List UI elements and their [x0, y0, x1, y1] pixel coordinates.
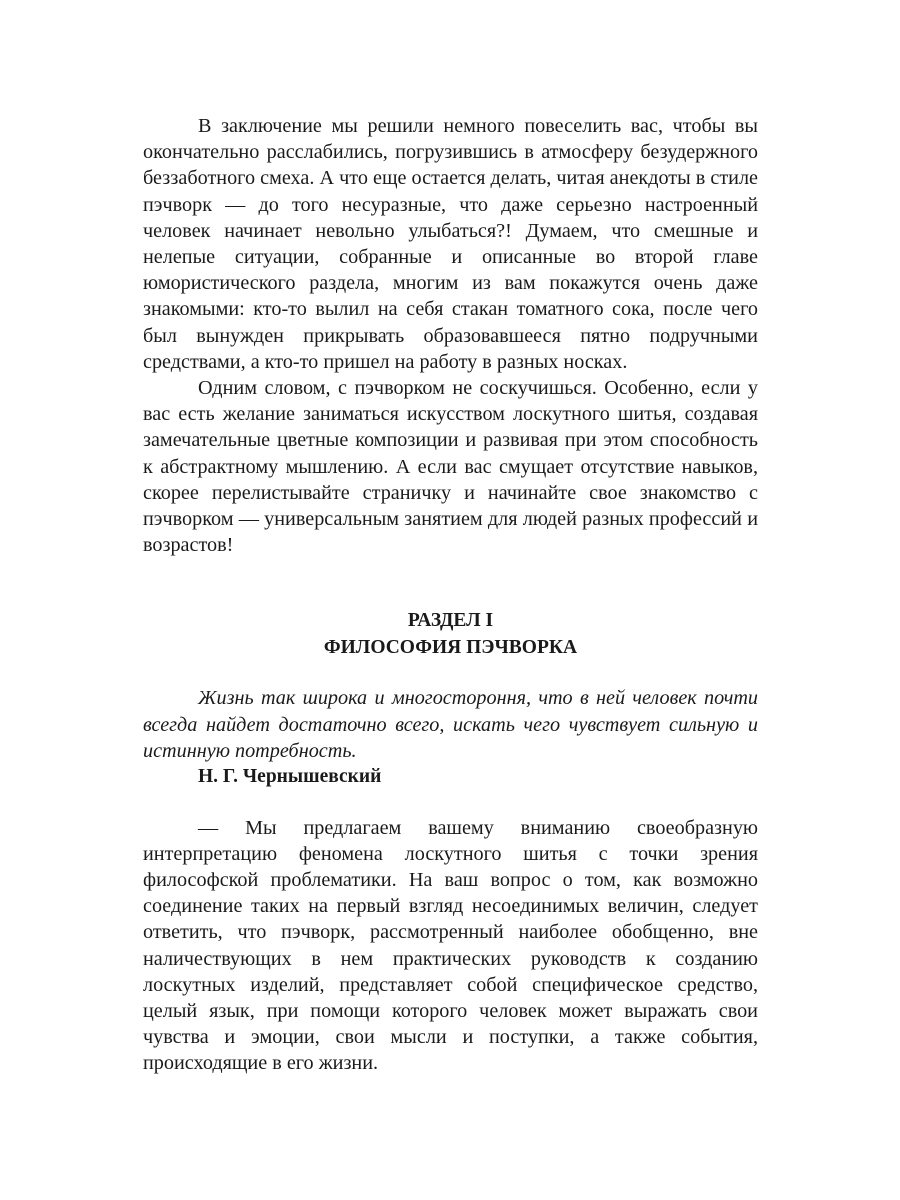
- epigraph-text: Жизнь так широка и многостороння, что в ней человек почти всегда найдет достаточно всего, искать чего чувствует сильную и истинную потребность.: [143, 687, 758, 762]
- intro-paragraph-1: В заключение мы решили немного повеселить вас, чтобы вы окончательно расслабились, погрузившись в атмосферу безудержного беззаботного смеха. А что еще остается делать, читая анекдоты в стиле пэчворк — до того несуразные, что даже серьезно настроенный человек начинает невольно улыбаться?! Думаем, что смешные и нелепые ситуации, собранные и описанные во второй главе юмористического раздела, многим из вам покажутся очень даже знакомыми: кто-то вылил на себя стакан томатного сока, после чего был вынужден прикрывать образовавшееся пятно подручными средствами, а кто-то пришел на работу в разных носках.: [143, 115, 758, 373]
- section-paragraph-1: — Мы предлагаем вашему вниманию своеобразную интерпретацию феномена лоскутного шитья с точки зрения философской проблематики. На ваш вопрос о том, как возможно соединение таких на первый взгляд несоединимых величин, следует ответить, что пэчворк, рассмотренный наиболее обобщенно, вне наличествующих в нем практических руководств к созданию лоскутных изделий, представляет собой специфическое средство, целый язык, при помощи которого человек может выражать свои чувства и эмоции, свои мысли и поступки, а также события, происходящие в его жизни.: [143, 816, 758, 1075]
- section-heading: [143, 608, 758, 661]
- intro-paragraph-2: Одним словом, с пэчворком не соскучишься. Особенно, если у вас есть желание заниматься искусством лоскутного шитья, создавая замечательные цветные композиции и развивая при этом способность к абстрактному мышлению. А если вас смущает отсутствие навыков, скорее перелистывайте страничку и начинайте свое знакомство с пэчворком — универсальным занятием для людей разных профессий и возрастов!: [143, 377, 758, 557]
- book-page: [143, 113, 758, 1077]
- epigraph: [143, 685, 758, 790]
- section-body: [143, 815, 758, 1077]
- epigraph-author: Н. Г. Чернышевский: [198, 766, 382, 788]
- section-title: ФИЛОСОФИЯ ПЭЧВОРКА: [323, 636, 578, 658]
- section-label: РАЗДЕЛ I: [407, 610, 494, 632]
